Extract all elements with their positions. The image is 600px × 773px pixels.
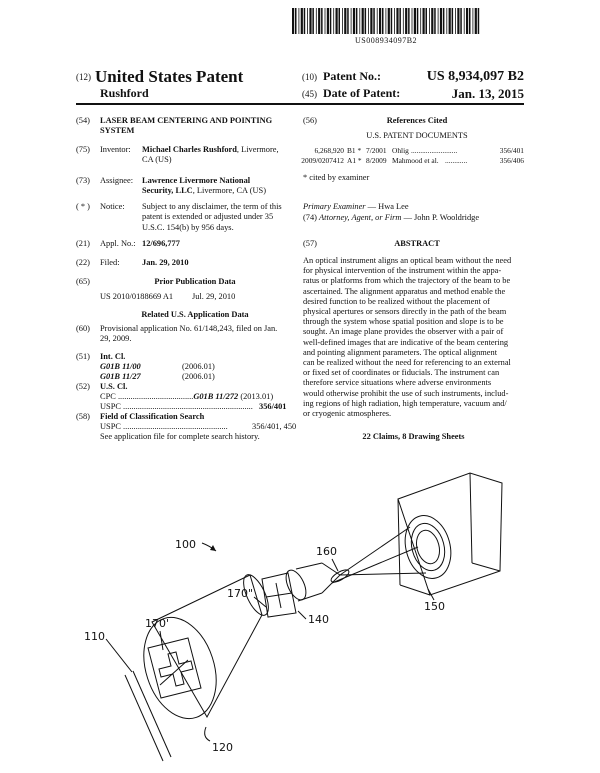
barcode-bar [330, 8, 332, 34]
barcode-bar [336, 8, 338, 34]
notice-label: Notice: [100, 202, 125, 211]
attorney-label: Attorney, Agent, or Firm [319, 213, 402, 222]
arrowhead [210, 545, 216, 551]
barcode-bar [301, 8, 303, 34]
provisional-line-1: Provisional application No. 61/148,243, filed on Jan. [100, 324, 278, 333]
uspc-label: USPC [100, 402, 121, 411]
leader-120 [205, 727, 210, 741]
barcode-bar [353, 8, 355, 34]
ref-number: 2009/0207412 [301, 155, 344, 165]
ref-kind: B1 * [347, 146, 362, 155]
barcode-bar [362, 8, 364, 34]
barcode-bar [475, 8, 477, 34]
patent-drawing [0, 455, 600, 773]
barcode-bar [382, 8, 384, 34]
barcode-bar [478, 8, 480, 34]
label-110: 110 [84, 630, 105, 643]
uspc-value: 356/401 [259, 402, 287, 411]
abstract-line: well-defined images that are indicative of the beam centering [303, 337, 509, 347]
title-line-1: LASER BEAM CENTERING AND POINTING [100, 116, 273, 125]
field-uspc-line [100, 422, 250, 432]
field-code: (58) [76, 412, 90, 421]
cpc-value: G01B 11/272 [193, 392, 239, 401]
barcode-bar [370, 8, 372, 34]
barcode-bar [455, 8, 456, 34]
leader-170pp [254, 597, 266, 607]
abstract-line: would otherwise prohibit the use of such instruments, includ- [303, 388, 509, 398]
patent-type-heading [76, 67, 243, 87]
leader-110 [106, 639, 132, 672]
barcode-bar [379, 8, 381, 34]
patent-number-line [302, 69, 524, 84]
abstract-line: ratus or platforms from which the trajectory of the beam to be [303, 276, 511, 286]
barcode-bar [333, 8, 334, 34]
beam-line [322, 575, 340, 593]
header-divider [76, 103, 524, 105]
assignee-name-2: Security, LLC [142, 186, 193, 196]
abstract-line: sought. An image plane provides the observer with a pair of [303, 327, 504, 337]
abstract-line: ing regions of high radiation, high temperature, vacuum and/ [303, 398, 507, 408]
inventor-label: Inventor: [100, 145, 131, 154]
abstract-line: or cryogenic atmospheres. [303, 409, 392, 419]
barcode-bar [312, 8, 314, 34]
barcode-bar [423, 8, 425, 34]
lens-tube [296, 563, 322, 569]
inventor-block [142, 145, 292, 166]
camera-edge [400, 585, 430, 595]
label-170p: 170' [145, 617, 170, 630]
abstract-heading: ABSTRACT [394, 239, 440, 248]
barcode-bar [417, 8, 419, 34]
barcode-bar [460, 8, 462, 34]
beam-rail-line [125, 675, 163, 761]
barcode-bar [394, 8, 395, 34]
appl-number: 12/696,777 [142, 239, 180, 248]
barcode-bar [292, 8, 294, 34]
assignee-line-1: Lawrence Livermore National [142, 176, 251, 185]
notice-code: ( * ) [76, 202, 90, 211]
assignee-block [142, 176, 292, 197]
barcode-bar [351, 8, 352, 34]
examiner-name: — Hwa Lee [365, 202, 409, 211]
intcl-code: (51) [76, 352, 90, 361]
title-code: (54) [76, 116, 90, 125]
intcl-label: Int. Cl. [100, 352, 126, 361]
ref-class: 356/401 [499, 146, 524, 155]
barcode-bar [414, 8, 416, 34]
label-170pp: 170" [227, 587, 254, 600]
barcode-bar [342, 8, 343, 34]
barcode-bar [325, 8, 326, 34]
ref-date: 8/2009 [366, 155, 387, 165]
barcode-bar [426, 8, 428, 34]
filed-label: Filed: [100, 258, 120, 267]
ref-kind: A1 * [347, 155, 362, 165]
barcode-bar [457, 8, 459, 34]
label-120: 120 [212, 741, 233, 754]
cpc-version: (2013.01) [238, 392, 274, 401]
barcode-bar [368, 8, 369, 34]
provisional-code: (60) [76, 324, 90, 333]
barcode [292, 8, 480, 34]
references-list [303, 146, 524, 165]
inventor-location: , Livermore, [236, 145, 279, 154]
filed-code: (22) [76, 258, 90, 267]
code-10: (10) [302, 72, 317, 82]
code-45: (45) [302, 89, 317, 99]
barcode-bar [473, 8, 474, 34]
provisional-text [100, 324, 292, 345]
cpc-line [100, 392, 292, 402]
intcl-class-1: G01B 11/00 [100, 362, 141, 371]
lens-140-front [282, 567, 310, 603]
inventor-name: Michael Charles Rushford [142, 145, 237, 154]
assignee-code: (73) [76, 176, 90, 185]
cpc-label: CPC [100, 392, 116, 401]
barcode-bar [420, 8, 421, 34]
barcode-bar [309, 8, 311, 34]
leader-160 [332, 559, 338, 571]
barcode-bar [396, 8, 398, 34]
barcode-bar [304, 8, 306, 34]
barcode-bar [438, 8, 439, 34]
barcode-bar [431, 8, 433, 34]
attorney-name: — John P. Wooldridge [401, 213, 480, 222]
field-uspc-value: 356/401, 450 [252, 422, 297, 431]
appl-code: (21) [76, 239, 90, 248]
barcode-number: US008934097B2 [354, 36, 418, 45]
barcode-bar [434, 8, 436, 34]
barcode-bar [365, 8, 367, 34]
title [100, 116, 290, 137]
patent-number-label: Patent No.: [323, 69, 381, 83]
barcode-bar [347, 8, 349, 34]
abstract-line: and pointing alignment parameters. The optical alignment [303, 347, 498, 357]
provisional-line-2: 29, 2009. [100, 334, 132, 344]
lens-tube [298, 593, 322, 601]
barcode-bar [464, 8, 465, 34]
beam-rail-line [133, 671, 171, 757]
date-of-patent-label: Date of Patent: [323, 86, 401, 100]
date-of-patent: Jan. 13, 2015 [451, 86, 524, 101]
barcode-bar [307, 8, 308, 34]
assignee-label: Assignee: [100, 176, 134, 185]
barcode-bar [391, 8, 393, 34]
intcl-version-1: (2006.01) [182, 362, 215, 371]
barcode-bar [299, 8, 300, 34]
label-150: 150 [424, 600, 445, 613]
ref-name: Ohlig [392, 146, 409, 155]
examiner-label: Primary Examiner [303, 202, 366, 211]
prior-publication-date: Jul. 29, 2010 [192, 292, 236, 301]
assignee-location: , Livermore, CA (US) [192, 186, 266, 196]
notice-text [142, 202, 292, 233]
abstract-code: (57) [303, 239, 317, 248]
code-12: (12) [76, 72, 91, 82]
cited-note: * cited by examiner [303, 173, 370, 182]
ref-number: 6,268,920 [314, 146, 344, 155]
reference-row [303, 146, 524, 156]
ref-dots: ......................... [411, 146, 458, 155]
barcode-bar [429, 8, 430, 34]
barcode-bar [440, 8, 442, 34]
barcode-bar [466, 8, 468, 34]
barcode-bar [403, 8, 404, 34]
field-search-label: Field of Classification Search [100, 412, 205, 421]
date-of-patent-line [302, 86, 524, 101]
barcode-bar [318, 8, 320, 34]
prior-publication-number: US 2010/0188669 A1 [100, 292, 174, 301]
abstract-line: through the system whose spatial position and slope is to be [303, 317, 504, 327]
appl-label: Appl. No.: [100, 239, 136, 248]
barcode-bar [443, 8, 445, 34]
prior-publication-heading: Prior Publication Data [154, 277, 236, 286]
inventor-code: (75) [76, 145, 90, 154]
filed-date: Jan. 29, 2010 [142, 258, 189, 267]
uscl-label: U.S. Cl. [100, 382, 128, 391]
barcode-bar [388, 8, 390, 34]
claims-summary: 22 Claims, 8 Drawing Sheets [362, 432, 465, 441]
camera-150-body [398, 473, 502, 595]
barcode-bar [399, 8, 401, 34]
abstract-line: therefore service situations where adverse environments [303, 378, 492, 388]
barcode-bar [373, 8, 375, 34]
attorney-line [303, 213, 479, 223]
label-100: 100 [175, 538, 196, 551]
title-line-2: SYSTEM [100, 126, 135, 136]
barcode-bar [344, 8, 346, 34]
uscl-code: (52) [76, 382, 90, 391]
abstract-line: for physical intervention of the instrument within the appa- [303, 266, 502, 276]
intcl-class-2: G01B 11/27 [100, 372, 141, 381]
label-140: 140 [308, 613, 329, 626]
barcode-bar [356, 8, 358, 34]
barcode-bar [405, 8, 407, 34]
related-app-heading: Related U.S. Application Data [141, 310, 249, 319]
notice-line-2: patent is extended or adjusted under 35 [142, 212, 274, 222]
inventor-country: CA (US) [142, 155, 172, 165]
field-dots: .................................................. [120, 422, 228, 431]
camera-edge [470, 473, 472, 563]
ref-date: 7/2001 [366, 146, 387, 155]
barcode-bar [452, 8, 454, 34]
abstract-line: can be realized without the need for referencing to an external [303, 358, 511, 368]
camera-lens-outer [398, 510, 457, 583]
notice-line-1: Subject to any disclaimer, the term of this [142, 202, 282, 211]
attorney-code: (74) [303, 213, 317, 222]
patent-docs-heading: U.S. PATENT DOCUMENTS [366, 131, 468, 140]
barcode-bar [412, 8, 413, 34]
barcode-bar [386, 8, 387, 34]
barcode-bar [408, 8, 410, 34]
abstract-line: desired function to be realized without the placement of [303, 296, 490, 306]
prior-code: (65) [76, 277, 90, 286]
barcode-bar [446, 8, 447, 34]
camera-edge [398, 499, 400, 585]
patent-type: United States Patent [95, 67, 244, 86]
inventor-surname: Rushford [100, 86, 149, 100]
barcode-bar [327, 8, 329, 34]
barcode-bar [377, 8, 378, 34]
abstract-text [303, 256, 524, 419]
abstract-line: An optical instrument aligns an optical beam without the need [303, 256, 512, 265]
beam-line [332, 547, 418, 583]
ref-dots: ............ [445, 155, 468, 165]
abstract-line: or fixed set of coordinates or fiducials. The instrument can [303, 368, 500, 378]
abstract-line: ascertained. The alignment apparatus and method enable the [303, 286, 506, 296]
barcode-bar [321, 8, 323, 34]
label-160: 160 [316, 545, 337, 558]
ref-name: Mahmood et al. [392, 155, 439, 165]
field-uspc-label: USPC [100, 422, 121, 431]
refs-heading: References Cited [386, 116, 448, 125]
examiner-line [303, 202, 409, 212]
barcode-bar [295, 8, 297, 34]
intcl-version-2: (2006.01) [182, 372, 215, 381]
patent-number: US 8,934,097 B2 [426, 69, 524, 84]
abstract-line: physical apertures or sensors directly in the path of the beam [303, 307, 507, 317]
camera-edge [472, 563, 500, 571]
barcode-bar [469, 8, 471, 34]
notice-line-3: U.S.C. 154(b) by 956 days. [142, 222, 234, 232]
barcode-bar [316, 8, 317, 34]
field-note: See application file for complete search history. [100, 432, 260, 441]
barcode-bar [359, 8, 360, 34]
uspc-dots: .............................................................. [120, 402, 253, 411]
cpc-dots: .................................... [115, 392, 194, 401]
barcode-bar [449, 8, 451, 34]
barcode-bar [339, 8, 341, 34]
uspc-line [100, 402, 256, 412]
refs-code: (56) [303, 116, 317, 125]
reference-row [303, 156, 524, 166]
ref-class: 356/406 [499, 155, 524, 165]
leader-140 [298, 611, 306, 619]
